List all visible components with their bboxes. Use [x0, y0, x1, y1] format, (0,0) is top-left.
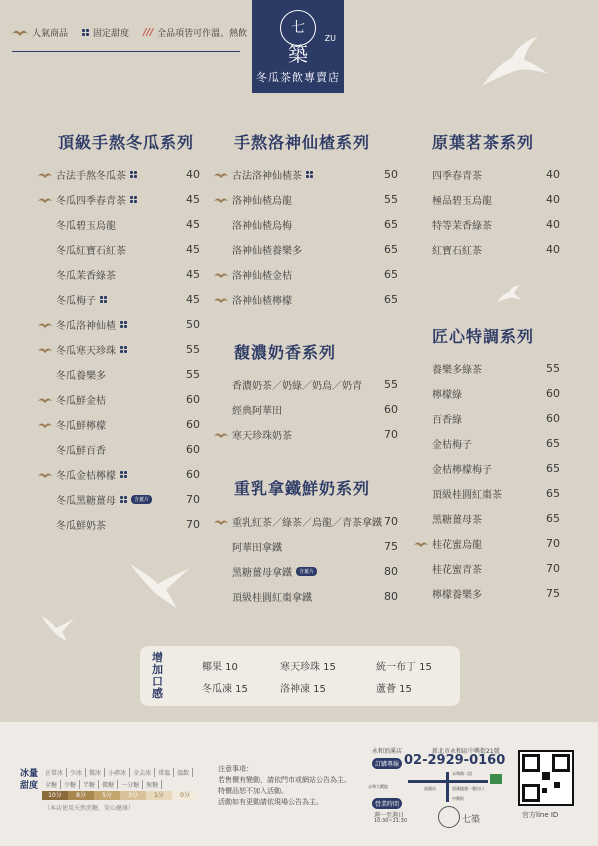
- ice-levels: [42, 768, 193, 777]
- menu-item-name: 頂級桂圓紅棗拿鐵: [232, 593, 312, 604]
- popular-swallow-icon: [214, 196, 232, 204]
- addon-label: 增加口感: [152, 651, 163, 700]
- menu-item: [38, 312, 200, 337]
- menu-item-price: 45: [186, 218, 200, 231]
- fixed-sweet-icon: [120, 496, 127, 503]
- menu-item-price: 70: [384, 515, 398, 528]
- menu-item-name: 四季春青茶: [432, 171, 482, 182]
- popular-swallow-icon: [38, 421, 56, 429]
- menu-item: [414, 456, 560, 481]
- menu-item-name: 重乳紅茶／綠茶／烏龍／青茶拿鐵: [232, 518, 382, 529]
- menu-item-price: 65: [546, 512, 560, 525]
- menu-item-name: 阿華田拿鐵: [232, 543, 282, 554]
- menu-item: [38, 212, 200, 237]
- menu-item-price: 55: [546, 362, 560, 375]
- menu-item-name: 百香綠: [432, 415, 462, 426]
- fixed-sweet-icon: [100, 296, 107, 303]
- menu-item-price: 40: [186, 168, 200, 181]
- popular-swallow-icon: [214, 296, 232, 304]
- section-title-tea: 原葉茗茶系列: [432, 133, 535, 152]
- menu-item-price: 55: [384, 378, 398, 391]
- menu-item-price: 70: [546, 562, 560, 575]
- sugar-percent-swatch: 1分: [146, 791, 172, 800]
- swallow-illustration: [128, 558, 192, 610]
- menu-item-price: 60: [186, 418, 200, 431]
- menu-item-price: 60: [384, 403, 398, 416]
- menu-item: [214, 559, 398, 584]
- menu-item: [38, 412, 200, 437]
- menu-item-price: 70: [186, 518, 200, 531]
- ice-level-option: 少冰: [67, 768, 86, 777]
- hours-days: 週一至週日: [374, 812, 405, 819]
- steam-icon: ///: [143, 27, 154, 38]
- menu-list-wintermelon: [38, 162, 200, 537]
- menu-item-price: 45: [186, 243, 200, 256]
- menu-item: [414, 356, 560, 381]
- fixed-sweet-icon: [130, 171, 137, 178]
- menu-item-name: 古法手熬冬瓜茶: [56, 167, 170, 182]
- sugar-level-option: 半糖: [80, 780, 99, 789]
- fixed-sweet-icon: [120, 346, 127, 353]
- menu-item-name: 洛神仙楂烏梅: [232, 221, 292, 232]
- menu-item-name: 冬瓜鮮檸檬: [56, 421, 106, 432]
- menu-item: [214, 397, 398, 422]
- menu-item-name: 養樂多綠茶: [432, 365, 482, 376]
- ice-level-option: 正常冰: [42, 768, 67, 777]
- footer: [0, 722, 598, 846]
- menu-item-price: 45: [186, 193, 200, 206]
- hours-label: 營業時間: [372, 798, 402, 809]
- sugar-scale: 甜度 全糖 少糖 半糖 微糖 一分糖 無糖: [20, 778, 162, 791]
- menu-item: [38, 337, 200, 362]
- menu-item-price: 40: [546, 193, 560, 206]
- addon-option: 統一布丁 15: [376, 662, 432, 673]
- fixed-sweet-icon: [306, 171, 313, 178]
- sugar-levels: [42, 780, 162, 789]
- map-logo-icon: [438, 806, 460, 828]
- store-map: 永和路二段 頂溪站 中興街 頂溪捷運一號出口 永和大戲院: [408, 772, 500, 802]
- menu-item-name: 冬瓜鮮百香: [56, 446, 106, 457]
- menu-item-price: 65: [384, 268, 398, 281]
- popular-swallow-icon: [214, 171, 232, 179]
- menu-item: [38, 512, 200, 537]
- menu-item-price: 40: [546, 218, 560, 231]
- menu-item-name: 冬瓜碧玉烏龍: [56, 221, 116, 232]
- popular-swallow-icon: [38, 321, 56, 329]
- menu-item-name: 黑糖薑母茶: [432, 515, 482, 526]
- addon-option: 蘆薈 15: [376, 684, 412, 695]
- menu-item: [214, 187, 398, 212]
- menu-list-milk: [214, 372, 398, 447]
- menu-item: [414, 506, 560, 531]
- menu-item-name: 黑糖薑母拿鐵 含薑片: [232, 564, 368, 579]
- menu-item-name: 冬瓜紅寶石紅茶: [56, 246, 126, 257]
- popular-swallow-icon: [38, 471, 56, 479]
- menu-item-name: 冬瓜鮮金桔: [56, 396, 106, 407]
- menu-item: [414, 381, 560, 406]
- addon-box: [140, 646, 460, 706]
- section-title-milk: 馥濃奶香系列: [234, 343, 337, 362]
- menu-item-name: 冬瓜梅子: [56, 292, 170, 307]
- menu-item: [38, 187, 200, 212]
- menu-item: [38, 362, 200, 387]
- menu-item: [414, 556, 560, 581]
- menu-item: [214, 584, 398, 609]
- sugar-level-option: 少糖: [61, 780, 80, 789]
- menu-item: [214, 372, 398, 397]
- menu-item: [38, 262, 200, 287]
- popular-swallow-icon: [38, 396, 56, 404]
- notice: 注意事項： 若售價有變動，請依門市或網站公告為主。 特價品恕不加入活動。 活動如有更動請依現場公告為主。: [218, 765, 351, 806]
- menu-list-latte: [214, 509, 398, 609]
- fixed-sweet-icon: [120, 321, 127, 328]
- menu-item: [214, 237, 398, 262]
- menu-item-name: 洛神仙楂養樂多: [232, 246, 302, 257]
- popular-swallow-icon: [38, 171, 56, 179]
- brand-logo: [252, 0, 344, 93]
- menu-item: [414, 481, 560, 506]
- menu-item: [414, 212, 560, 237]
- hours-time: 10:30~21:30: [374, 818, 408, 824]
- menu-item: [38, 462, 200, 487]
- menu-item-name: 極品碧玉烏龍: [432, 196, 492, 207]
- menu-item-name: 冬瓜鮮奶茶: [56, 521, 106, 532]
- menu-item-name: 檸檬綠: [432, 390, 462, 401]
- store-name: 永和頂溪店: [372, 748, 403, 755]
- menu-item-name: 古法洛神仙楂茶: [232, 167, 368, 182]
- sugar-percent-swatch: 3分: [120, 791, 146, 800]
- menu-item-price: 50: [384, 168, 398, 181]
- ice-level-option: 溫飲: [174, 768, 193, 777]
- menu-list-special: [414, 356, 560, 606]
- menu-item-name: 冬瓜金桔檸檬: [56, 467, 170, 482]
- menu-list-roselle: [214, 162, 398, 312]
- menu-item: [38, 437, 200, 462]
- menu-item-price: 80: [384, 565, 398, 578]
- popular-swallow-icon: [38, 196, 56, 204]
- menu-item-name: 冬瓜黑糖薑母 含薑片: [56, 492, 170, 507]
- section-title-wintermelon: 頂級手熬冬瓜系列: [58, 133, 195, 152]
- swallow-illustration: [496, 284, 522, 304]
- sugar-percent-swatch: 5分: [94, 791, 120, 800]
- sugar-level-option: 全糖: [42, 780, 61, 789]
- qr-caption: 官方line ID: [522, 811, 559, 819]
- menu-item-price: 45: [186, 293, 200, 306]
- menu-item: [414, 162, 560, 187]
- menu-item: [414, 237, 560, 262]
- sugar-level-option: 一分糖: [118, 780, 143, 789]
- fixed-sweet-icon: [82, 29, 89, 36]
- menu-item-name: 桂花蜜青茶: [432, 565, 482, 576]
- menu-item-price: 65: [546, 437, 560, 450]
- menu-item-name: 金桔梅子: [432, 440, 472, 451]
- phone-number[interactable]: 02-2929-0160: [404, 753, 506, 768]
- ice-level-option: 微冰: [86, 768, 105, 777]
- menu-item-price: 60: [186, 443, 200, 456]
- sugar-percent-swatch: 0分: [172, 791, 198, 800]
- menu-item-name: 金桔檸檬梅子: [432, 465, 492, 476]
- qr-code[interactable]: [518, 750, 574, 806]
- section-title-latte: 重乳拿鐵鮮奶系列: [234, 479, 371, 498]
- menu-item-price: 40: [546, 168, 560, 181]
- legend-hot: /// 全品項皆可作溫、熱飲: [143, 27, 248, 39]
- legend-popular: 人氣商品: [12, 26, 68, 39]
- addon-option: 寒天珍珠 15: [280, 662, 336, 673]
- menu-list-tea: [414, 162, 560, 262]
- menu-item: [214, 287, 398, 312]
- ice-level-option: 常溫: [155, 768, 174, 777]
- store-address: 新北市永和區中興街21號: [432, 748, 500, 755]
- menu-item-name: 洛神仙楂金桔: [232, 271, 292, 282]
- menu-item-name: 檸檬養樂多: [432, 590, 482, 601]
- menu-item: [214, 212, 398, 237]
- menu-item-price: 60: [186, 393, 200, 406]
- menu-item: [214, 509, 398, 534]
- sugar-level-option: 微糖: [99, 780, 118, 789]
- icon-legend: [12, 26, 247, 39]
- menu-item: [214, 422, 398, 447]
- mrt-icon: [490, 774, 502, 784]
- swallow-icon: [12, 28, 28, 37]
- menu-item-price: 65: [384, 243, 398, 256]
- sugar-level-option: 無糖: [143, 780, 162, 789]
- menu-item-name: 寒天珍珠奶茶: [232, 431, 292, 442]
- section-title-special: 匠心特調系列: [432, 327, 535, 346]
- menu-item-name: 冬瓜寒天珍珠: [56, 342, 170, 357]
- menu-item-price: 70: [384, 428, 398, 441]
- addon-option: 椰果 10: [202, 662, 238, 673]
- menu-item-price: 65: [384, 293, 398, 306]
- menu-item: [414, 187, 560, 212]
- menu-item: [214, 162, 398, 187]
- menu-item-price: 60: [186, 468, 200, 481]
- popular-swallow-icon: [38, 346, 56, 354]
- menu-item: [414, 531, 560, 556]
- sugar-note: （本店使用天然蔗糖，安心健康）: [44, 805, 135, 812]
- menu-item-price: 40: [546, 243, 560, 256]
- menu-item-price: 45: [186, 268, 200, 281]
- ginger-badge: 含薑片: [296, 567, 317, 576]
- menu-item-name: 冬瓜養樂多: [56, 371, 106, 382]
- logo-brand: 築: [288, 42, 308, 66]
- swallow-illustration: [478, 34, 550, 90]
- popular-swallow-icon: [214, 431, 232, 439]
- fixed-sweet-icon: [120, 471, 127, 478]
- menu-item-price: 75: [384, 540, 398, 553]
- menu-item-name: 香濃奶茶／奶綠／奶烏／奶青: [232, 381, 362, 392]
- menu-item: [414, 406, 560, 431]
- menu-item-name: 洛神仙楂烏龍: [232, 196, 292, 207]
- menu-item: [38, 237, 200, 262]
- menu-item: [38, 387, 200, 412]
- popular-swallow-icon: [214, 271, 232, 279]
- map-brand: 七築: [462, 815, 481, 825]
- legend-divider: [12, 51, 240, 52]
- menu-item-price: 65: [546, 487, 560, 500]
- menu-item-price: 55: [186, 343, 200, 356]
- section-title-roselle: 手熬洛神仙楂系列: [234, 133, 371, 152]
- menu-item-price: 70: [546, 537, 560, 550]
- menu-item: [38, 162, 200, 187]
- menu-item-name: 冬瓜四季春青茶: [56, 192, 170, 207]
- menu-item: [38, 487, 200, 512]
- ice-level-option: 小碎冰: [105, 768, 130, 777]
- menu-item-name: 桂花蜜烏龍: [432, 540, 482, 551]
- sugar-percent-swatch: 10分: [42, 791, 68, 800]
- menu-item-name: 頂級桂圓紅棗茶: [432, 490, 502, 501]
- menu-item-price: 75: [546, 587, 560, 600]
- logo-circle: 七: [280, 10, 316, 46]
- addon-option: 冬瓜凍 15: [202, 684, 248, 695]
- menu-item-name: 冬瓜茉香綠茶: [56, 271, 116, 282]
- legend-fixed-sweet: 固定甜度: [82, 26, 129, 39]
- menu-item-price: 60: [546, 412, 560, 425]
- menu-item-price: 70: [186, 493, 200, 506]
- sugar-percent-bar: [42, 791, 198, 800]
- ice-level-option: 全去冰: [130, 768, 155, 777]
- menu-item-price: 65: [384, 218, 398, 231]
- menu-item-price: 65: [546, 462, 560, 475]
- sugar-percent-swatch: 8分: [68, 791, 94, 800]
- menu-item-price: 55: [186, 368, 200, 381]
- menu-item-price: 55: [384, 193, 398, 206]
- menu-item: [38, 287, 200, 312]
- logo-subtitle: 冬瓜茶飲專賣店: [256, 71, 340, 84]
- menu-item: [414, 431, 560, 456]
- menu-item: [214, 262, 398, 287]
- menu-item-price: 80: [384, 590, 398, 603]
- popular-swallow-icon: [414, 540, 432, 548]
- popular-swallow-icon: [214, 518, 232, 526]
- menu-item-name: 特等茉香綠茶: [432, 221, 492, 232]
- menu-item-price: 50: [186, 318, 200, 331]
- order-label: 訂購專線: [372, 758, 402, 769]
- menu-item-name: 冬瓜洛神仙楂: [56, 317, 170, 332]
- ginger-badge: 含薑片: [131, 495, 152, 504]
- menu-item-name: 經典阿華田: [232, 406, 282, 417]
- swallow-illustration: [40, 612, 76, 642]
- menu-item: [414, 581, 560, 606]
- menu-item-price: 60: [546, 387, 560, 400]
- ice-scale: 冰量 正常冰 少冰 微冰 小碎冰 全去冰 常溫 溫飲: [20, 766, 193, 779]
- logo-zu: ZU: [324, 34, 336, 43]
- menu-item-name: 洛神仙楂檸檬: [232, 296, 292, 307]
- fixed-sweet-icon: [130, 196, 137, 203]
- addon-option: 洛神凍 15: [280, 684, 326, 695]
- menu-item-name: 紅寶石紅茶: [432, 246, 482, 257]
- menu-item: [214, 534, 398, 559]
